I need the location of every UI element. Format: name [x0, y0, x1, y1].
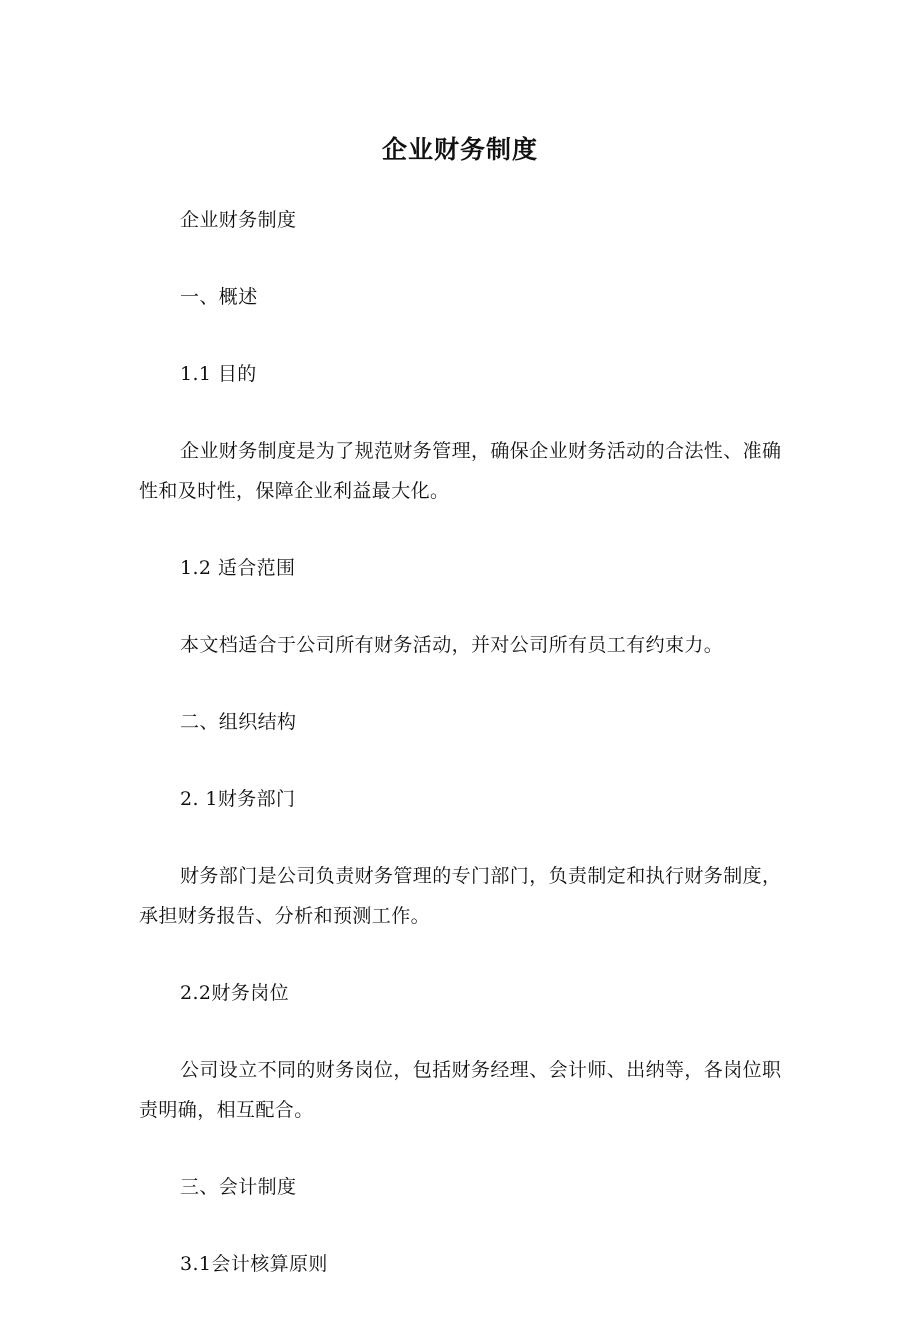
paragraph: 公司设立不同的财务岗位，包括财务经理、会计师、出纳等，各岗位职责明确，相互配合。 [139, 1059, 782, 1121]
subsection-heading: 1.1 目的 [180, 363, 257, 385]
subsection-heading: 2.2财务岗位 [180, 982, 290, 1004]
section-heading: 三、会计制度 [180, 1176, 297, 1198]
paragraph: 本文档适合于公司所有财务活动，并对公司所有员工有约束力。 [180, 634, 724, 656]
subsection-heading: 1.2 适合范围 [180, 557, 296, 579]
paragraph: 企业财务制度 [180, 209, 297, 231]
paragraph: 财务部门是公司负责财务管理的专门部门，负责制定和执行财务制度，承担财务报告、分析和预测工作。 [139, 865, 782, 927]
section-heading: 二、组织结构 [180, 711, 297, 733]
paragraph: 企业财务制度是为了规范财务管理，确保企业财务活动的合法性、准确性和及时性，保障企业利益最大化。 [139, 440, 782, 502]
document-body [139, 200, 789, 1321]
subsection-heading: 3.1会计核算原则 [180, 1253, 328, 1275]
page-title: 企业财务制度 [381, 135, 538, 164]
section-heading: 一、概述 [180, 286, 258, 308]
subsection-heading: 2. 1财务部门 [180, 788, 296, 810]
